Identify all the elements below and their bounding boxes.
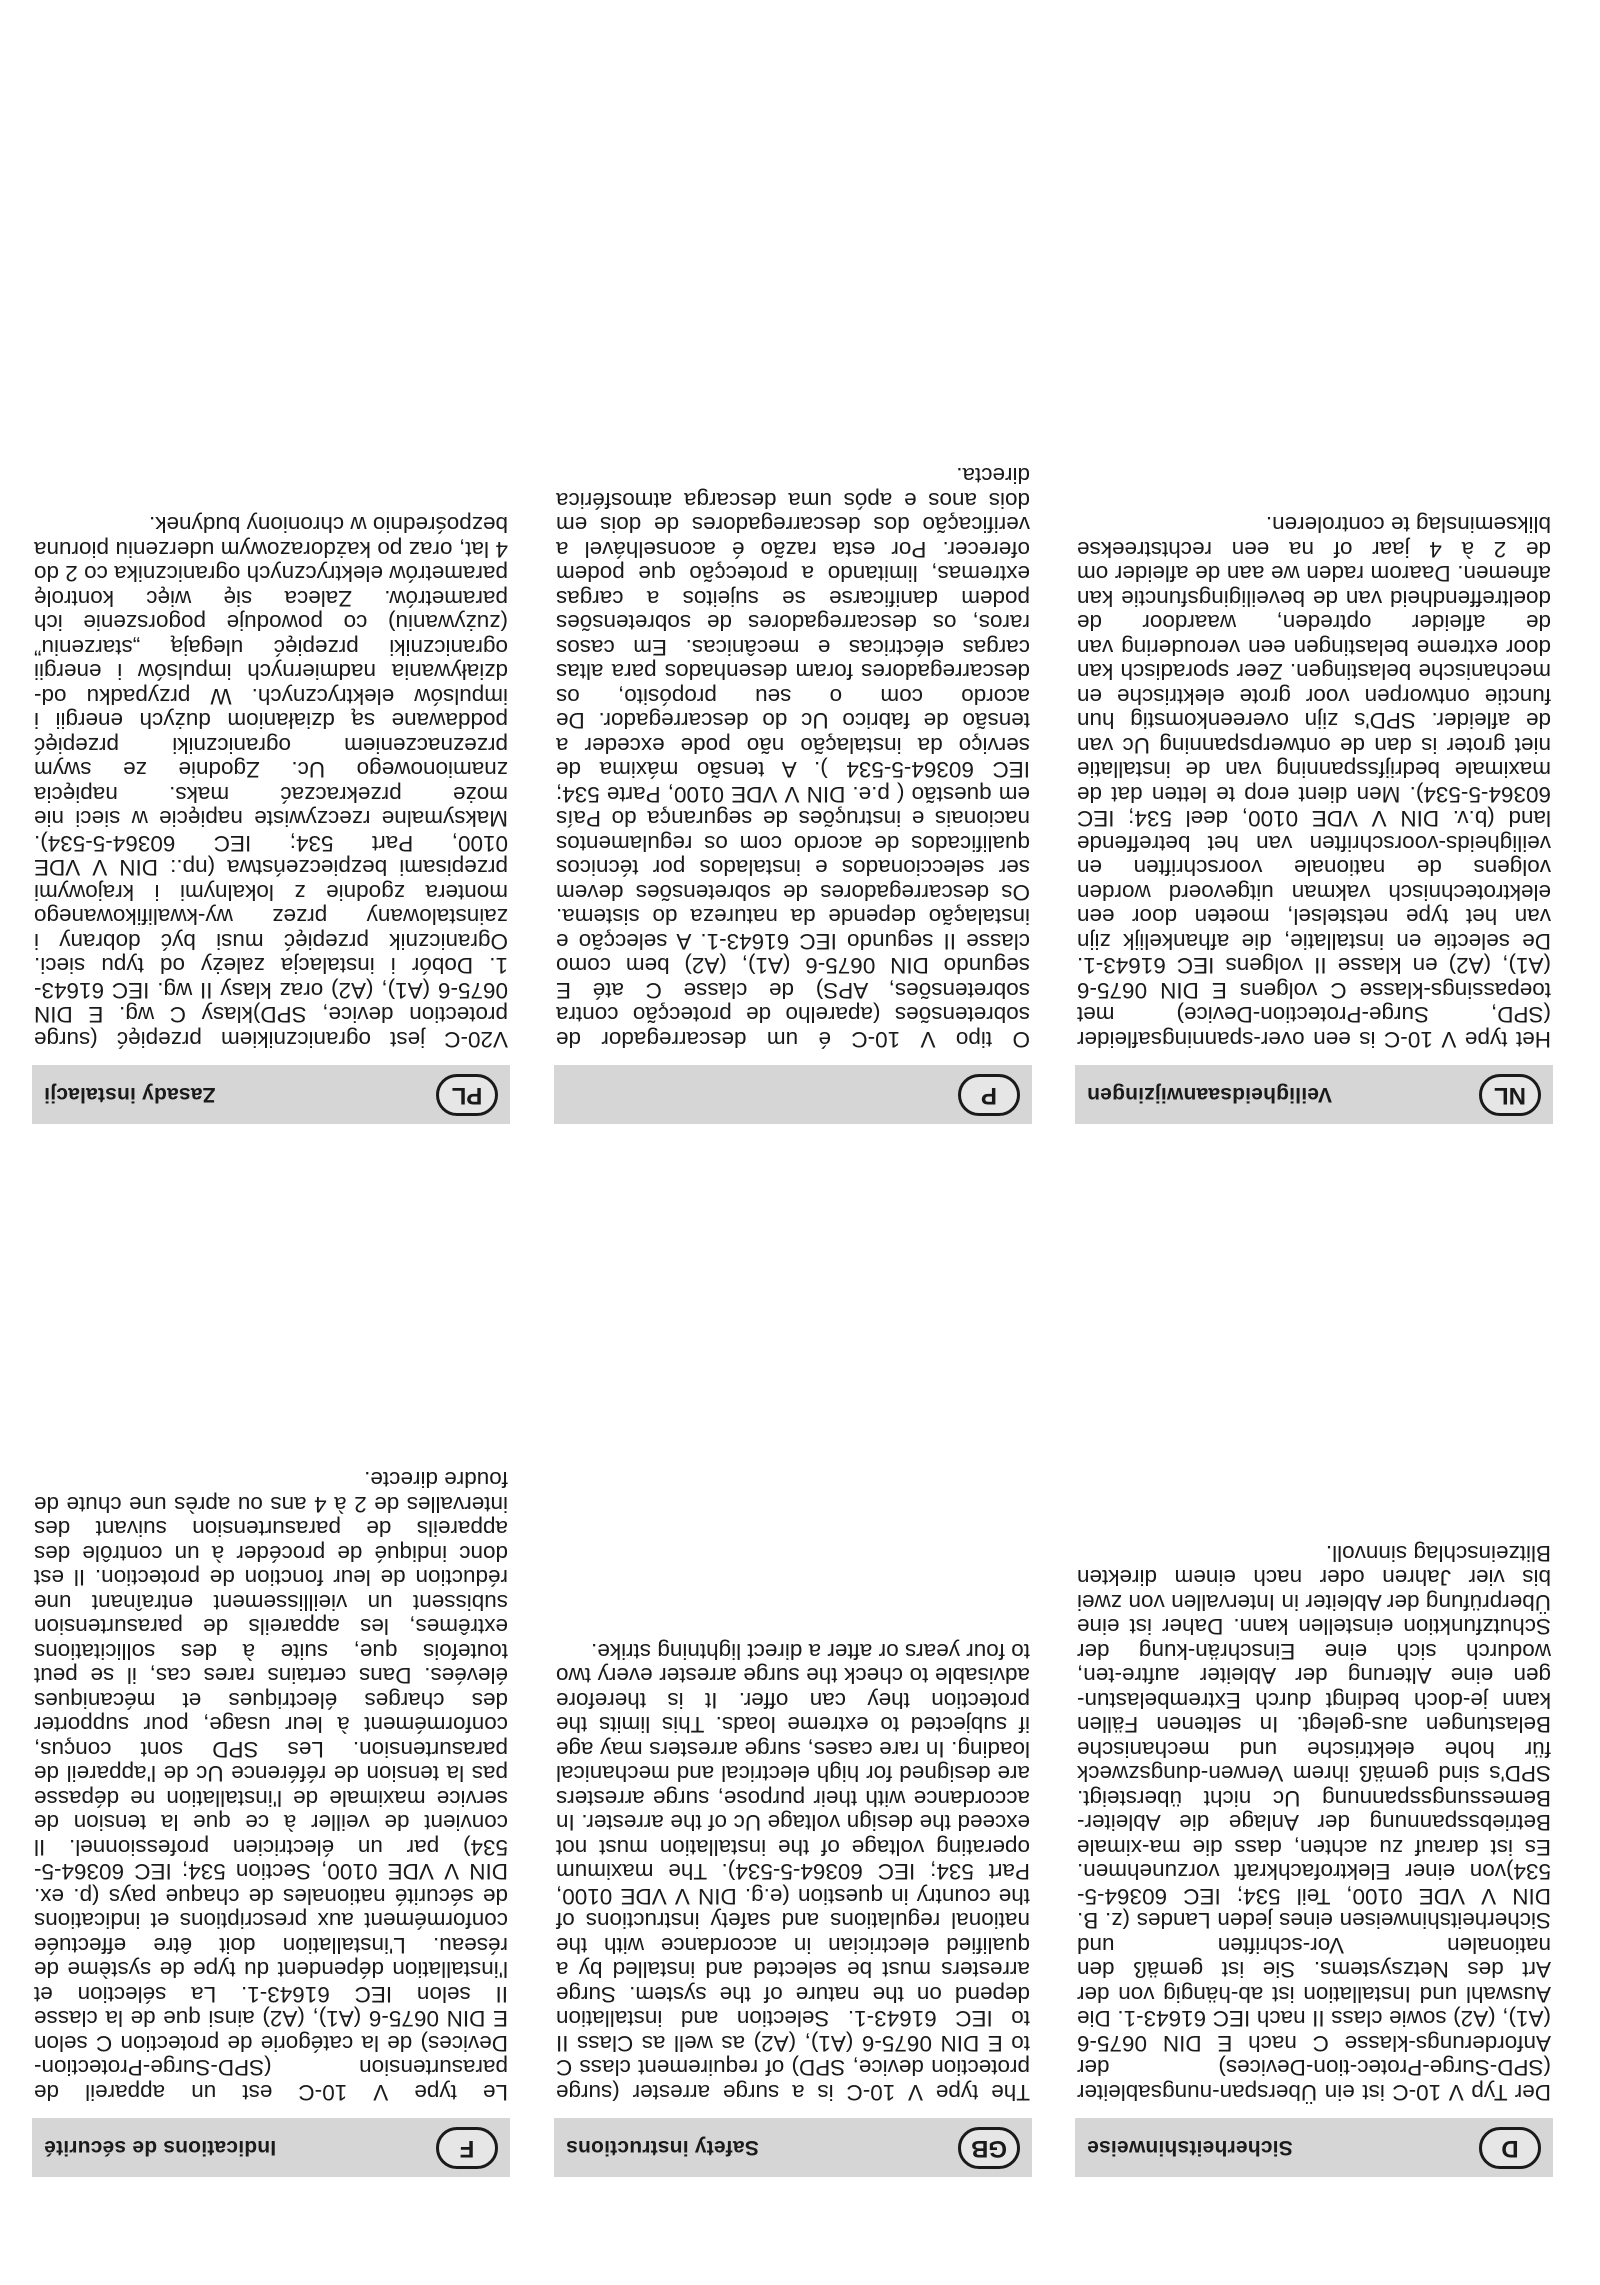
section-text-fr: Le type V 10-C est un appareil de parasurtension (SPD-Surge-Protection-Devices) de la catégorie de protection C selon E DIN 0675-6 (A1), (A2) ainsi que de la classe II selon IEC 61643-1. La sélection et l'installation dépendent du type de système de réseau. L'installation doit être effectuée conformément aux prescriptions et indications de sécurité nationales de chaque pays (p. ex. DIN V VDE 0100, Section 534; IEC 60364-5-534) par un électricien professionnel. Il convient de veiller à ce que la tension de service maximale de l'installation ne dépasse pas la tension de référence Uc de l'appareil de parasurtension. Les SPD sont conçus, conformément à leur usage, pour supporter des charges électriques et mécaniques élevées. Dans certains rares cas, il se peut toutefois que, suite à des sollicitations extrêmes, les appareils de parasurtension subissent un vieillissement entraînant une réduction de leur fonction de protection. Il est donc indiqué de procéder à un contrôle des appareils de parasurtension suivant des intervalles de 2 à 4 ans ou après une chute de foudre directe. (34, 1467, 508, 2105)
language-badge-pl: PL (436, 1074, 498, 1116)
section-title-gb: Safety instructions (566, 2136, 759, 2159)
section-text-de: Der Typ V 10-C ist ein Überspan-nungsableiter (SPD-Surge-Protec-tion-Devices) der Anforderungs-klasse C nach E DIN 0675-6 (A1), (A2) sowie class II nach IEC 61643-1. Die Auswahl und Installation ist ab-hängig von der Art des Netzsystems. Sie ist gemäß den nationalen Vor-schriften und Sicherheitshinweisen eines jeden Landes (z. B. DIN V VDE 0100, Teil 534; IEC 60364-5-534)von einer Elektrofachkraft vorzunehmen. Es ist darauf zu achten, dass die ma-ximale Betriebsspannung der Anlage die Ableiter-Bemessungsspannung Uc nicht übersteigt. SPD's sind gemäß ihrem Verwen-dungszweck für hohe elektrische und mechanische Belastungen aus-gelegt. In seltenen Fällen kann je-doch bedingt durch Extrembelastun-gen eine Alterung der Ableiter auftre-ten, wodurch sich eine Einschrän-kung der Schutzfunktion einstellen kann. Daher ist eine Überprüfung der Ableiter in Intervallen von zwei bis vier Jahren oder nach einem direkten Blitzeinschlag sinnvoll. (1077, 1541, 1551, 2105)
section-title-fr: Indications de sécurité (44, 2136, 277, 2159)
section-de (1075, 1541, 1553, 2178)
section-title-nl: Veiligheidsaanwijzingen (1087, 1083, 1332, 1106)
section-header-gb (554, 2118, 1032, 2177)
section-text-nl: Het type V 10-C is een over-spanningsafleider (SPD, Surge-Protection-Device) met toepassings-klasse C volgens E DIN 0675-6 (A1), (A2) en klasse II volgens IEC 61643-1. De selectie en installatie, die afhankelijk zijn van het type netstelsel, moeten door een elektrotechnisch vakman uitgevoerd worden volgens de nationale voorschriften en veiligheids-voorschriften van het betreffende land (b.v. DIN V VDE 0100, deel 534; IEC 60364-5-534). Men dient erop te letten dat de maximale bedrijfsspanning van de installatie niet groter is dan de ontwerpspanning Uc van de afleider. SPD's zijn overeenkomstig hun functie ontworpen voor grote elektrische en mechanische belastingen. Zeer sporadisch kan door extreme belastingen een veroudering van de afleider optreden, waardoor de doeltreffendheid van de beveiligingsfunctie kan afnemen. Daarom raden we aan de afleider om de 2 à 4 jaar of na een rechtstreekse blikseminslag te controleren. (1077, 512, 1551, 1052)
language-badge-gb: GB (958, 2127, 1020, 2169)
section-fr (32, 1467, 510, 2177)
section-text-pl: V20-C jest ogranicznikiem przepięć (surge protection device, SPD)klasy C wg. E DIN 0675-6 (A1), (A2) oraz klasy II wg. IEC 61643-1. Dobór i instalacja zależy od typu sieci. Ogranicznik przepięć musi być dobrany i zainstalowany przez wy-kwalifikowanego montera zgodnie z lokalnymi i krajowymi przepisami bezpieczeństwa (np.: DIN V VDE 0100, Part 534; IEC 60364-5-534). Maksymalne rzeczywiste napięcie w sieci nie może przekraczać maks. napięcia znamionowego Uc. Zgodnie ze swym przeznaczeniem ograniczniki przepięć poddawane są działaniom dużych energii i impulsów elektrycznych. W przypadku od-działywania nadmiernych impulsów i energii ograniczniki przepięć ulegają „starzeniu” (zużywaniu) co powoduje pogorszenie ich parametrów. Zaleca się więc kontrolę parametrów elektrycznych ogranicznika co 2 do 4 lat, oraz po każdorazowym uderzeniu pioruna bezpośrednio w chroniony budynek. (34, 512, 508, 1052)
section-title-de: Sicherheitshinweise (1087, 2136, 1293, 2159)
section-gb (554, 1639, 1032, 2178)
language-badge-nl: NL (1479, 1074, 1541, 1116)
language-badge-fr: F (436, 2127, 498, 2169)
language-badge-pt: P (958, 1074, 1020, 1116)
section-pt (554, 463, 1032, 1124)
section-text-pt: O tipo V 10-C é um descarregador de sobretensões (aparelho de protecção contra sobretensões, APS) de classe C até E segundo DIN 0675-6 (A1), (A2) bem como classe II segundo IEC 61643-1. A selecção e instalação depende da natureza do sistema. Os descarregadores de sobretensões devem ser seleccionados e instalados por técnicos qualificados de acordo com os regulamentos nacionais e instruções de segurança do País em questão ( p.e. DIN V VDE 0100, Parte 534; IEC 60364-5-534 ). A tensão máxima de serviço da instalação não pode exceder a tensão de fabrico Uc do descarregador. De acordo com o seu propósito, os descarregadores foram desenhados para altas cargas eléctricas e mecânicas. Em casos raros, os descarregadores de sobretensões podem danificarse se sujeitos a cargas extremas, limitando a protecção que podem oferecer. Por esta razão é aconselhável a verificação dos descarregadores de dois em dois anos e após uma descarga atmosférica directa. (556, 463, 1030, 1052)
language-badge-de: D (1479, 2127, 1541, 2169)
section-header-pt (554, 1065, 1032, 1124)
section-pl (32, 512, 510, 1124)
section-text-gb: The type V 10-C is a surge arrester (surge protection device, SPD) of requirement class C to E DIN 0675-6 (A1), (A2) as well as Class II to IEC 61643-1. Selection and installation depend on the nature of the system. Surge arresters must be selected and installed by a qualified electrician in accordance with the national regulations and safety instructions of the country in question (e.g. DIN V VDE 0100, Part 534; IEC 60364-5-534). The maximum operating voltage of the installation must not exceed the design voltage Uc of the arrester. In accordance with their purpose, surge arresters are designed for high electrical and mechanical loading. In rare cases, surge arresters may age if subjected to extreme loads. This limits the protection they can offer. It is therefore advisable to check the surge arrester every two to four years or after a direct lightning strike. (556, 1639, 1030, 2105)
section-title-pl: Zasady instalacji (44, 1083, 216, 1106)
section-nl (1075, 512, 1553, 1124)
section-header-de (1075, 2118, 1553, 2177)
section-header-pl (32, 1065, 510, 1124)
section-header-nl (1075, 1065, 1553, 1124)
section-header-fr (32, 2118, 510, 2177)
